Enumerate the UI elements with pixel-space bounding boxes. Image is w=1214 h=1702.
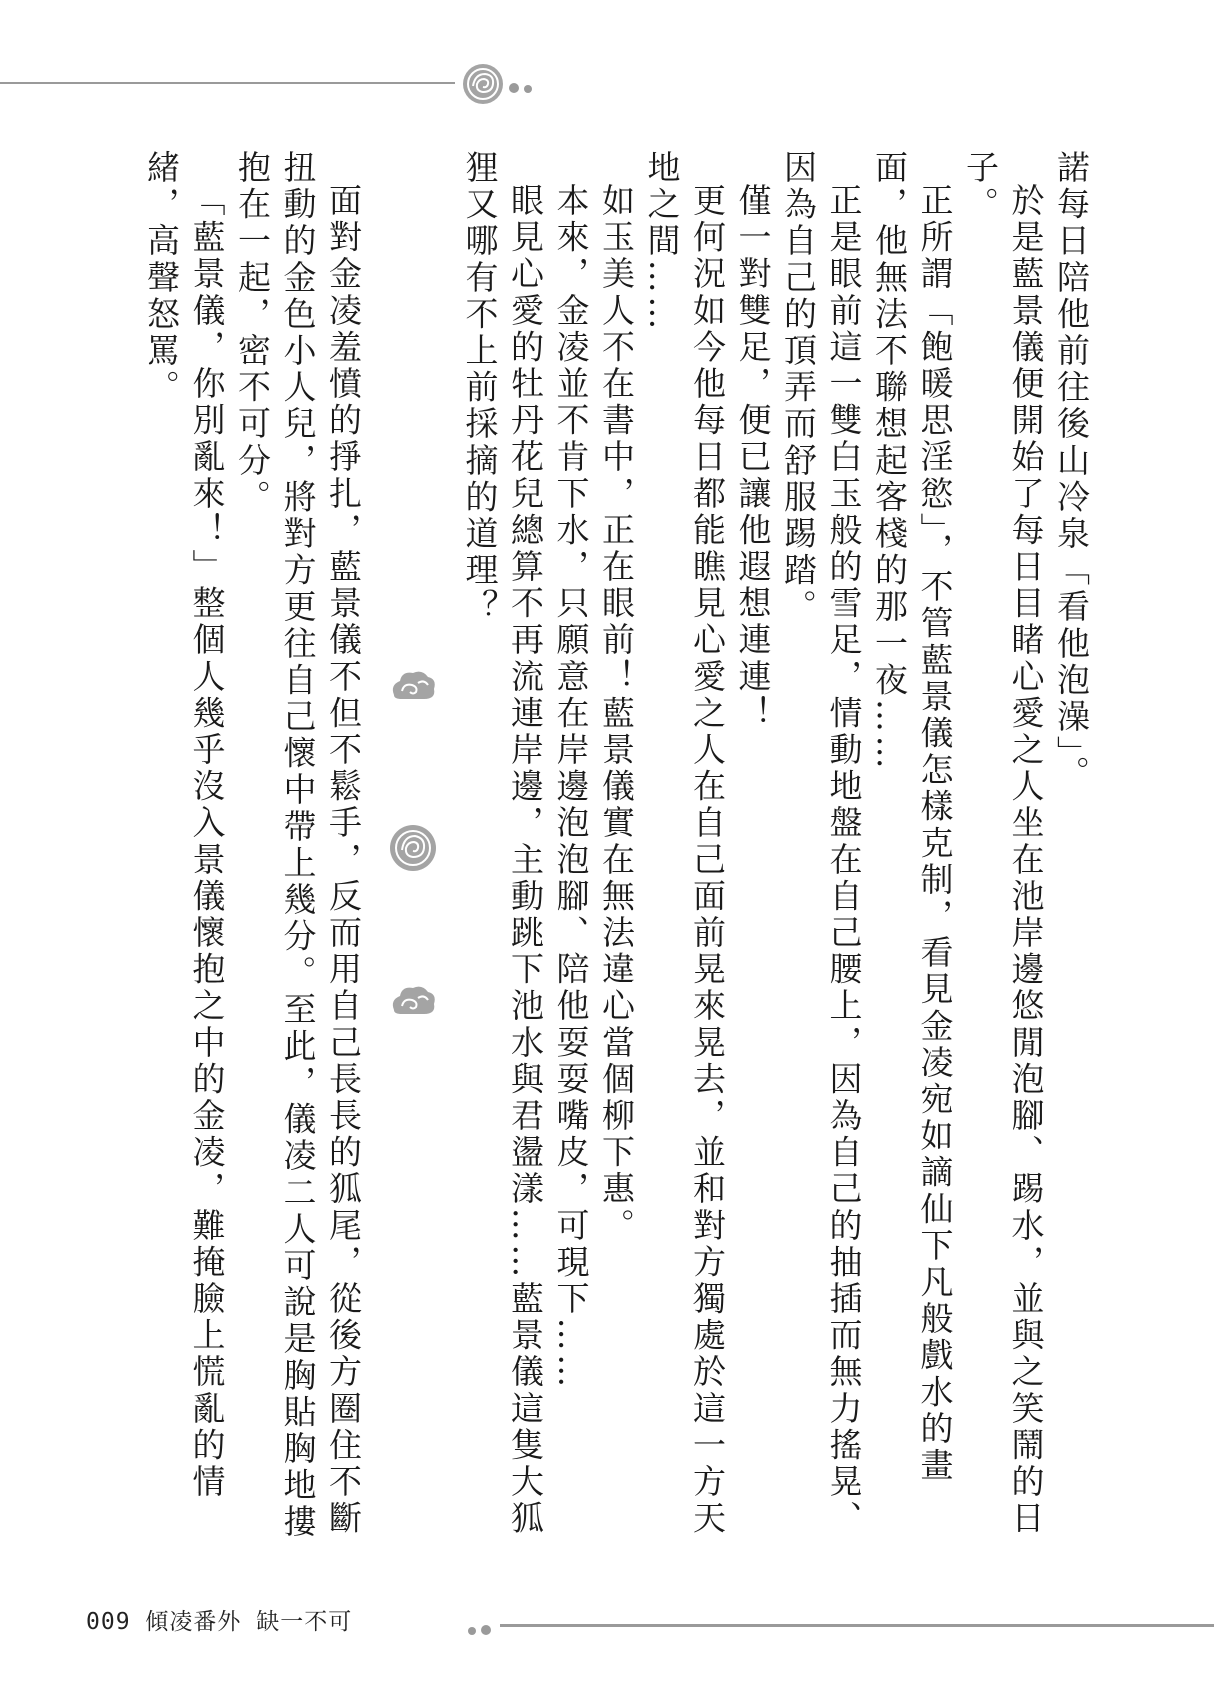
paragraph: 僅一對雙足，便已讓他遐想連連！ (733, 183, 773, 732)
paragraph: 如玉美人不在書中，正在眼前！藍景儀實在無法違心當個柳下惠。 (597, 183, 636, 1245)
paragraph: 正是眼前這一雙白玉般的雪足，情動地盤在自己腰上，因為自己的抽插而無力搖晃、因為自己的頂弄而舒服踢踏。 (779, 150, 864, 1538)
paragraph: 「藍景儀，你別亂來！」整個人幾乎沒入景儀懷抱之中的金凌，難掩臉上慌亂的情緒，高聲怒罵。 (142, 150, 227, 1501)
page-footer (86, 1603, 352, 1636)
paragraph: 面對金凌羞憤的掙扎，藍景儀不但不鬆手，反而用自己長長的狐尾，從後方圈住不斷扭動的金色小人兒，將對方更往自己懷中帶上幾分。至此，儀凌二人可說是胸貼胸地摟抱在一起，密不可分。 (233, 150, 363, 1541)
paragraph: 正所謂「飽暖思淫慾」，不管藍景儀怎樣克制，看見金凌宛如謫仙下凡般戲水的畫面，他無法不聯想起客棧的那一夜…… (870, 150, 955, 1485)
scene-break-cloud-icon (388, 665, 438, 709)
scene-break-cloud-icon (388, 980, 438, 1024)
footer-rule (500, 1624, 1214, 1627)
header-dots (509, 78, 537, 97)
paragraph: 於是藍景儀便開始了每日目睹心愛之人坐在池岸邊悠閒泡腳、踢水，並與之笑鬧的日子。 (961, 150, 1046, 1538)
footer-dots (468, 1620, 496, 1639)
paragraph: 更何況如今他每日都能瞧見心愛之人在自己面前晃來晃去，並和對方獨處於這一方天地之間…… (642, 150, 727, 1538)
paragraph: 諾每日陪他前往後山冷泉「看他泡澡」。 (1052, 150, 1091, 793)
scene-break-swirl-icon (388, 823, 438, 873)
page-number: 009 (86, 1609, 131, 1635)
body-text (134, 150, 1094, 1550)
paragraph: 本來，金凌並不肯下水，只願意在岸邊泡泡腳、陪他耍耍嘴皮，可現下…… (551, 183, 591, 1391)
header-rule (0, 82, 455, 84)
running-title: 傾凌番外 缺一不可 (145, 1609, 353, 1635)
paragraph: 眼見心愛的牡丹花兒總算不再流連岸邊，主動跳下池水與君盪漾……藍景儀這隻大狐狸又哪有不上前採摘的道理？ (460, 150, 545, 1538)
cloud-swirl-ornament-icon (461, 62, 505, 106)
